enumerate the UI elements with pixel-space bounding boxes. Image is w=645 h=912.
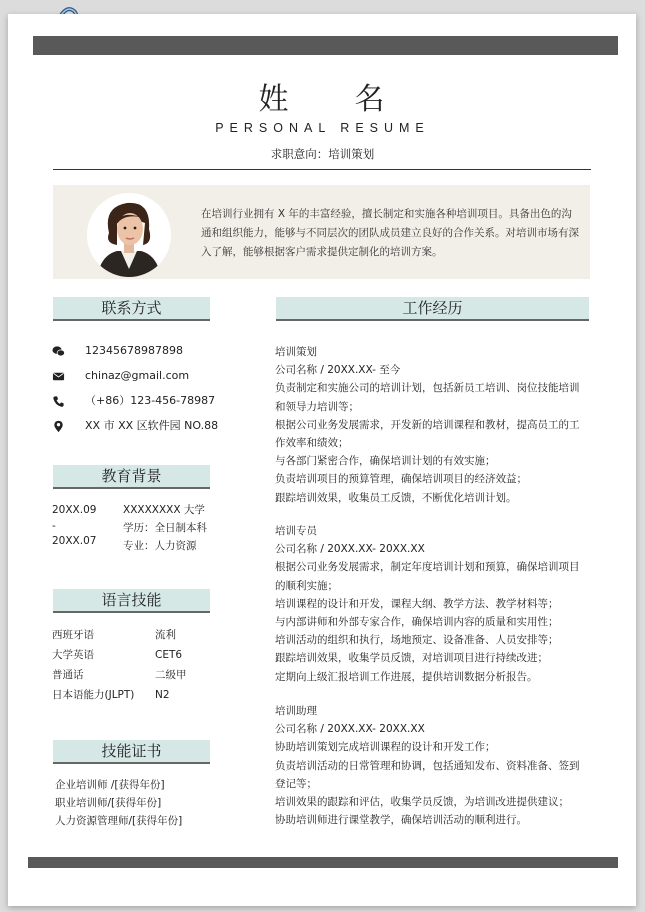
lang-level: CET6 <box>155 649 183 661</box>
top-decor-bar <box>33 36 618 55</box>
edu-degree: 学历：全日制本科 <box>123 522 207 534</box>
job-company: 公司名称 / 20XX.XX- 20XX.XX <box>275 543 425 556</box>
header-divider <box>53 169 591 170</box>
job-duty: 作效率和绩效； <box>275 437 349 450</box>
section-certificate-title: 技能证书 <box>53 740 210 764</box>
job-intent <box>0 146 645 162</box>
contact-phone-text: （+86）123-456-78987 <box>85 394 216 407</box>
bottom-decor-bar <box>28 857 618 868</box>
lang-name: 普通话 <box>52 669 84 681</box>
cert-item: 职业培训师/[获得年份] <box>55 797 162 809</box>
job-duty: 与各部门紧密合作，确保培训计划的有效实施； <box>275 455 496 468</box>
job-title: 培训策划 <box>275 346 317 358</box>
job-title: 培训专员 <box>275 525 317 537</box>
job-duty: 与内部讲师和外部专家合作，确保培训内容的质量和实用性； <box>275 616 559 629</box>
edu-date-start: 20XX.09 <box>52 504 97 516</box>
section-language-title: 语言技能 <box>53 589 210 613</box>
lang-name: 大学英语 <box>52 649 94 661</box>
job-entry <box>275 702 593 829</box>
contact-wechat-text: 12345678987898 <box>85 344 183 357</box>
edu-major: 专业：人力资源 <box>123 540 197 552</box>
lang-level: N2 <box>155 689 170 701</box>
cert-item: 企业培训师 /[获得年份] <box>55 779 165 791</box>
job-duty: 培训课程的设计和开发，课程大纲、教学方法、教学材料等； <box>275 597 559 610</box>
job-duty: 定期向上级汇报培训工作进展，提供培训数据分析报告。 <box>275 670 538 683</box>
lang-level: 流利 <box>155 629 176 641</box>
job-entry <box>275 343 593 507</box>
wechat-icon <box>52 345 65 358</box>
lang-name: 西班牙语 <box>52 629 94 641</box>
contact-email-text: chinaz@gmail.com <box>85 369 190 382</box>
phone-icon <box>52 395 65 408</box>
job-duty: 和领导力培训等； <box>275 400 359 413</box>
job-duty: 的顺利实施； <box>275 579 338 592</box>
lang-level: 二级甲 <box>155 669 187 681</box>
job-duty: 培训效果的跟踪和评估，收集学员反馈，为培训改进提供建议； <box>275 796 569 809</box>
portrait-image <box>87 193 171 277</box>
job-title: 培训助理 <box>275 705 317 717</box>
job-entry <box>275 522 593 686</box>
job-duty: 负责制定和实施公司的培训计划，包括新员工培训、岗位技能培训 <box>275 382 580 395</box>
section-contact-title: 联系方式 <box>53 297 210 321</box>
intro-panel <box>53 185 590 279</box>
contact-address-text: XX 市 XX 区软件园 NO.88 <box>85 419 219 432</box>
job-duty: 跟踪培训效果，收集学员反馈，对培训项目进行持续改进； <box>275 652 548 665</box>
job-duty: 协助培训策划完成培训课程的设计和开发工作； <box>275 741 496 754</box>
section-education-title: 教育背景 <box>53 465 210 489</box>
mail-icon <box>52 370 65 383</box>
resume-subtitle: PERSONAL RESUME <box>215 121 430 135</box>
location-icon <box>52 420 65 433</box>
job-duty: 负责培训活动的日常管理和协调，包括通知发布、资料准备、签到 <box>275 759 580 772</box>
job-duty: 跟踪培训效果，收集员工反馈，不断优化培训计划。 <box>275 491 517 504</box>
cert-item: 人力资源管理师/[获得年份] <box>55 815 183 827</box>
job-duty: 负责培训项目的预算管理，确保培训项目的经济效益； <box>275 473 527 486</box>
job-company: 公司名称 / 20XX.XX- 至今 <box>275 364 401 377</box>
summary-text: 在培训行业拥有 X 年的丰富经验，擅长制定和实施各种培训项目。具备出色的沟通和组织能力，能够与不同层次的团队成员建立良好的合作关系。对培训市场有深入了解，能够根据客户需求提供定制化的培训方案。 <box>201 208 579 258</box>
resume-name: 姓 名 <box>258 82 387 117</box>
edu-date-sep: - <box>52 520 56 532</box>
job-duty: 培训活动的组织和执行，场地预定、设备准备、人员安排等； <box>275 634 559 647</box>
edu-school: XXXXXXXX 大学 <box>123 504 205 516</box>
job-duty: 协助培训师进行课堂教学，确保培训活动的顺利进行。 <box>275 814 527 827</box>
lang-name: 日本语能力(JLPT) <box>52 689 135 701</box>
job-intent-label: 求职意向： <box>270 147 329 161</box>
section-work-title: 工作经历 <box>276 297 589 321</box>
job-duty: 根据公司业务发展需求，制定年度培训计划和预算，确保培训项目 <box>275 561 580 574</box>
job-intent-value: 培训策划 <box>328 147 375 161</box>
job-duty: 登记等； <box>275 777 317 790</box>
job-company: 公司名称 / 20XX.XX- 20XX.XX <box>275 723 425 736</box>
edu-date-end: 20XX.07 <box>52 535 97 547</box>
job-duty: 根据公司业务发展需求，开发新的培训课程和教材，提高员工的工 <box>275 418 580 431</box>
avatar <box>87 193 171 277</box>
